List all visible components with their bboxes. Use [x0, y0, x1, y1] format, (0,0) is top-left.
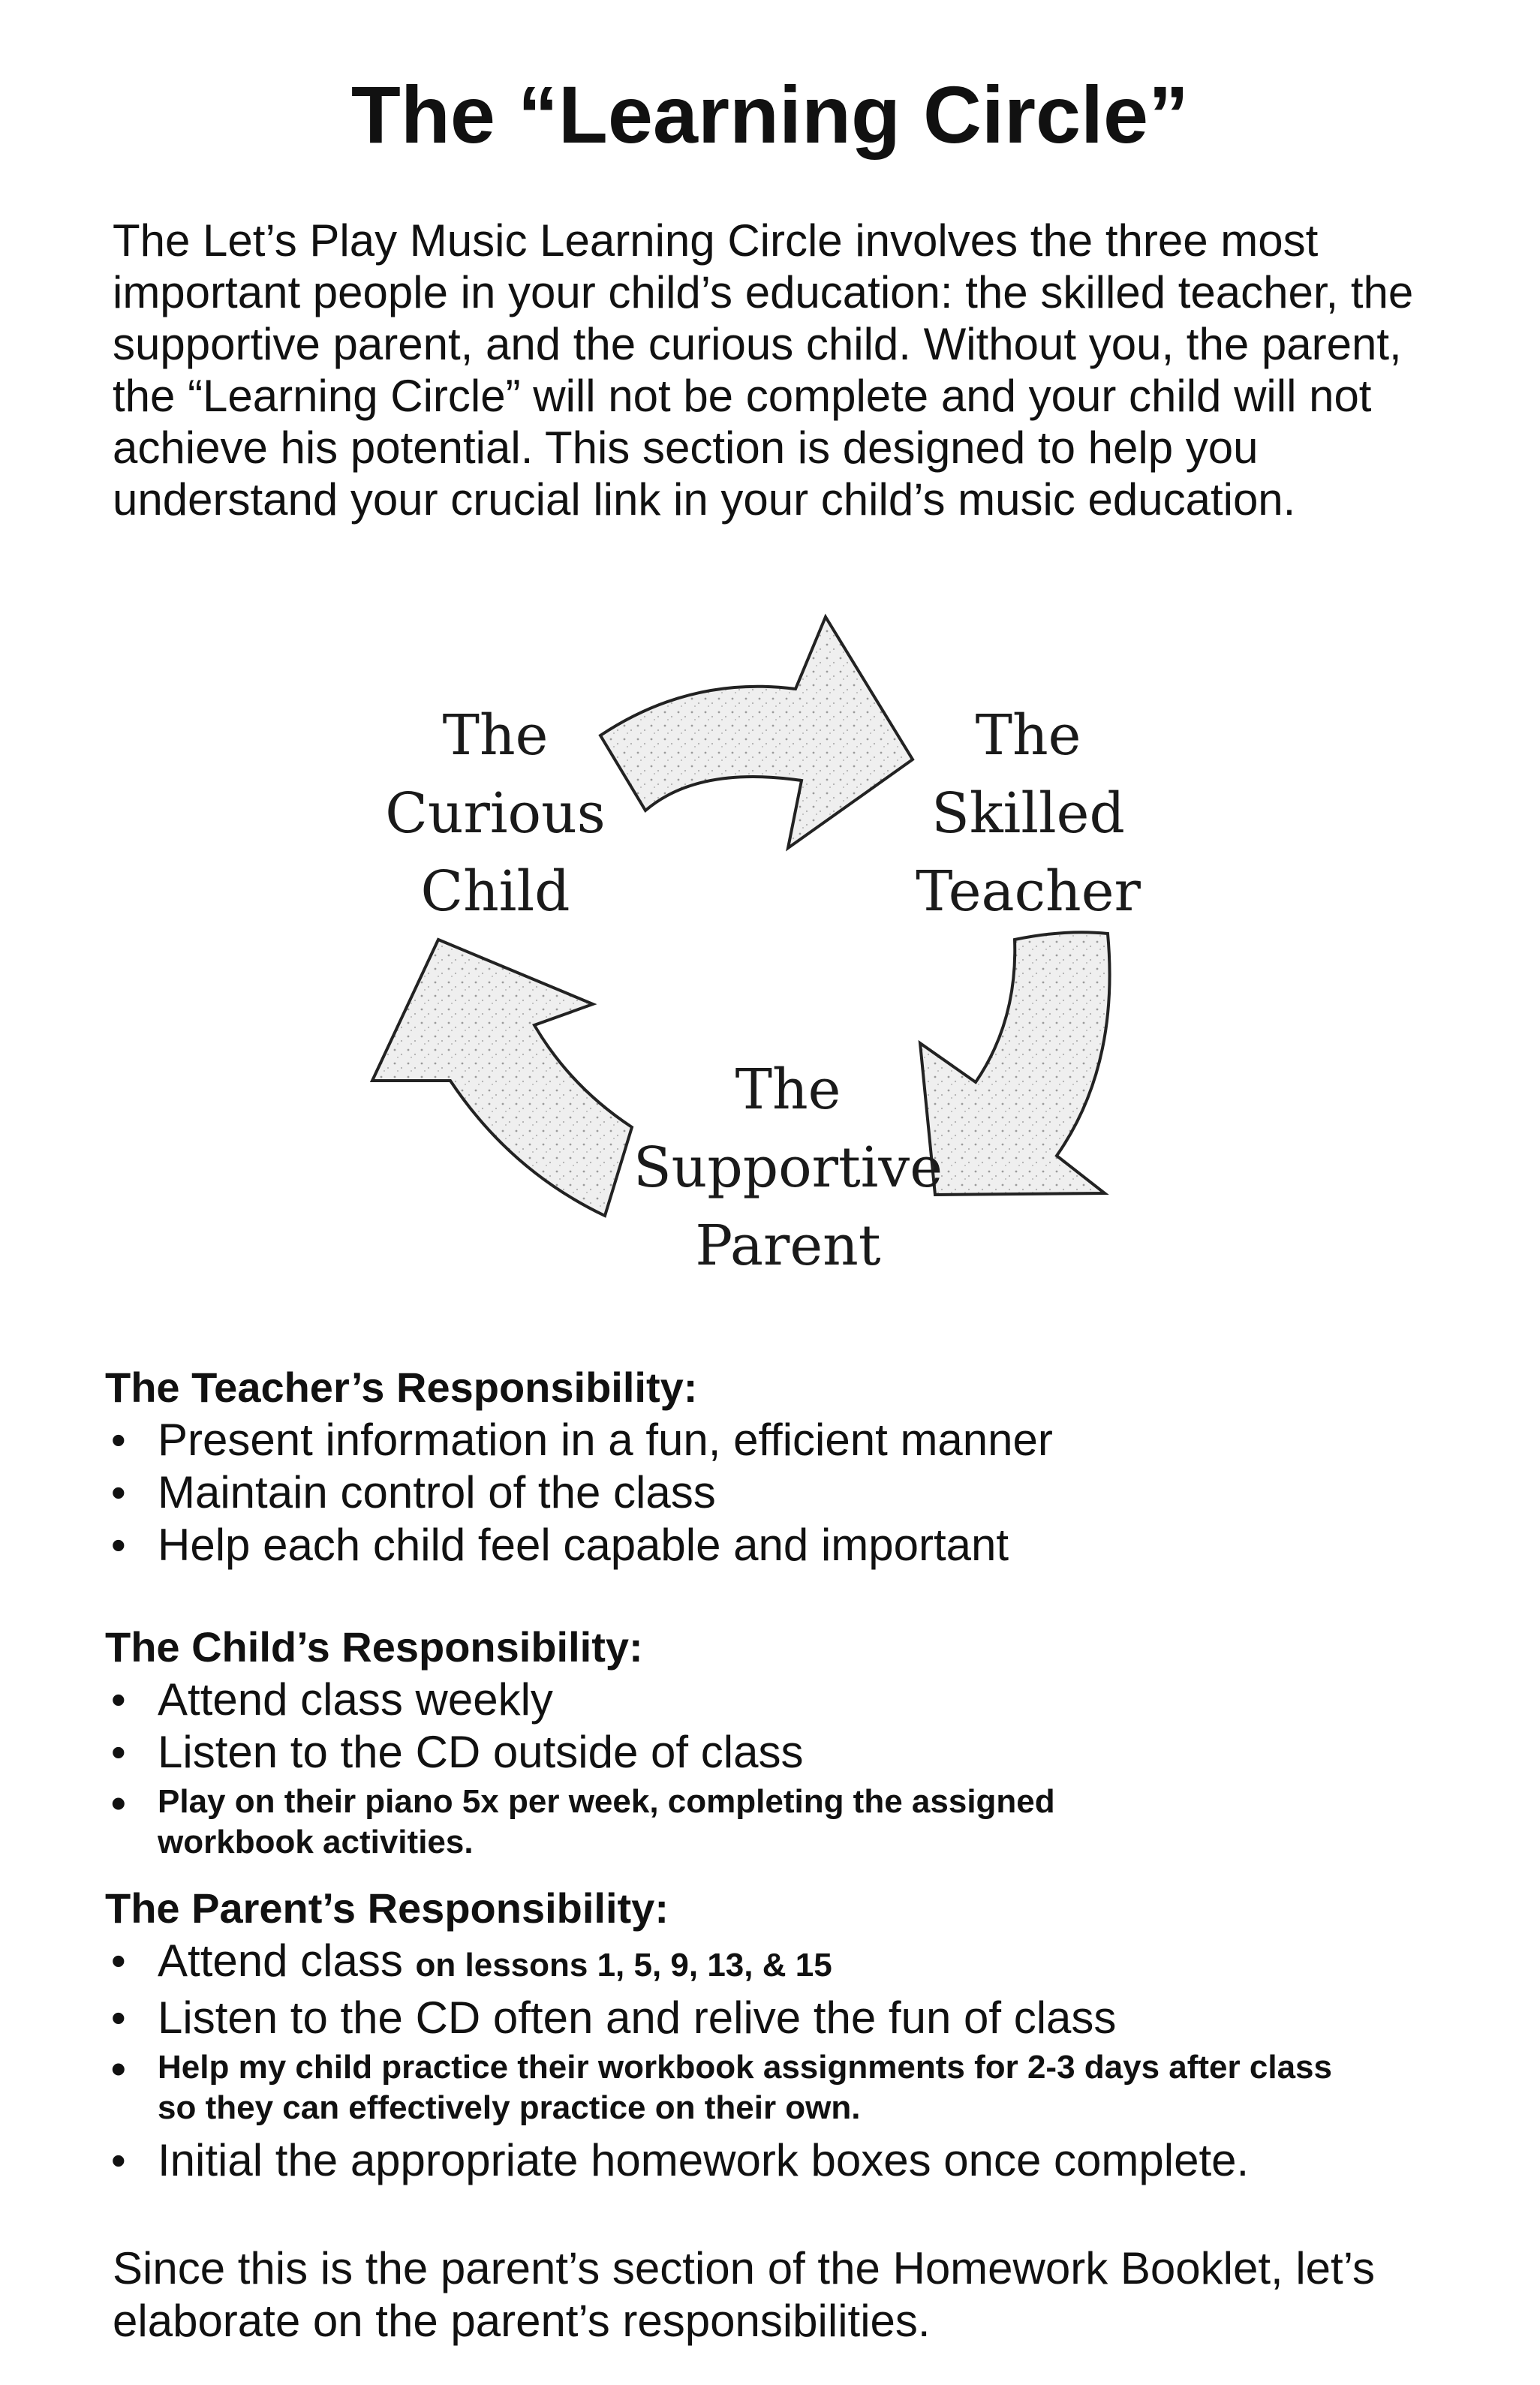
node-supportive-parent-line-2: Supportive: [633, 1135, 943, 1200]
intro-paragraph: The Let’s Play Music Learning Circle involves the three most important people in your child’s education: the skilled teacher, the supportive parent, and the curious child. Without you, the parent, the “Learning Circle” will not be complete and your child will not achieve his potential. This section is designed to help you understand your crucial link in your child’s music education.: [113, 215, 1414, 525]
node-curious-child-line-3: Child: [420, 859, 570, 924]
page-title: The “Learning Circle”: [350, 69, 1190, 160]
child-responsibility-heading: The Child’s Responsibility:: [105, 1623, 643, 1671]
teacher-responsibility-section: [105, 1361, 1456, 1571]
parent-responsibility-heading: The Parent’s Responsibility:: [105, 1884, 669, 1932]
node-supportive-parent: [630, 1051, 946, 1285]
arrow-teacher-to-parent: [920, 932, 1110, 1195]
list-item: • Initial the appropriate homework boxes once complete.: [105, 2134, 1456, 2187]
arrow-parent-to-child: [372, 940, 632, 1216]
list-item: • Maintain control of the class: [105, 1466, 1456, 1519]
lesson-numbers-text: on lessons 1, 5, 9, 13, & 15: [415, 1947, 832, 1983]
teacher-responsibility-heading: The Teacher’s Responsibility:: [105, 1364, 698, 1411]
list-item: • Listen to the CD outside of class: [105, 1726, 1456, 1779]
teacher-responsibility-list: [105, 1414, 1456, 1571]
node-curious-child: [345, 696, 645, 931]
child-responsibility-section: [105, 1621, 1456, 1869]
node-supportive-parent-line-1: The: [735, 1057, 841, 1122]
list-item: • Attend class weekly: [105, 1674, 1456, 1726]
node-skilled-teacher: [871, 696, 1186, 931]
parent-responsibility-list: [105, 1935, 1456, 2187]
learning-circle-diagram: [0, 600, 1540, 1321]
list-item: [105, 1935, 1456, 1992]
node-skilled-teacher-line-2: Skilled: [931, 781, 1125, 846]
list-item: • Listen to the CD often and relive the fun of class: [105, 1992, 1456, 2044]
child-responsibility-list: [105, 1674, 1456, 1863]
node-skilled-teacher-line-3: Teacher: [916, 859, 1141, 924]
parent-responsibility-section: [105, 1882, 1456, 2187]
arrow-child-to-teacher: [600, 617, 913, 848]
node-curious-child-line-2: Curious: [385, 781, 606, 846]
list-item: • Present information in a fun, efficient manner: [105, 1414, 1456, 1466]
list-item: • Play on their piano 5x per week, completing the assigned workbook activities.: [105, 1782, 1058, 1863]
closing-paragraph: Since this is the parent’s section of the Homework Booklet, let’s elaborate on the parent’s responsibilities.: [113, 2243, 1375, 2346]
node-supportive-parent-line-3: Parent: [695, 1214, 881, 1278]
node-skilled-teacher-line-1: The: [975, 703, 1081, 768]
list-item: • Help each child feel capable and important: [105, 1519, 1456, 1571]
node-curious-child-line-1: The: [442, 703, 549, 768]
attend-class-text: Attend class: [158, 1935, 416, 1986]
list-item: • Help my child practice their workbook assignments for 2-3 days after class so they can effectively practice on their own.: [105, 2047, 1343, 2128]
